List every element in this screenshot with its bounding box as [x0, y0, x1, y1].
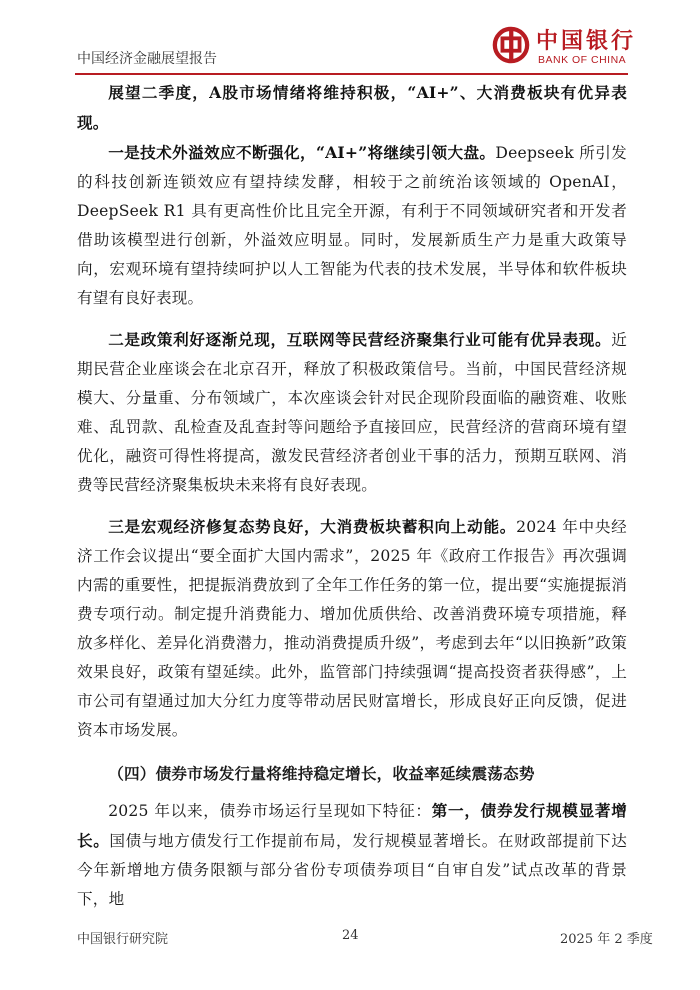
page-number: 24	[342, 928, 359, 943]
logo-chinese-name: 中国银行	[536, 28, 637, 54]
section-heading-bond: （四）债券市场发行量将维持稳定增长，收益率延续震荡态势	[108, 764, 535, 783]
ai-lead: 一是技术外溢效应不断强化，“AI+”将继续引领大盘。	[108, 143, 496, 162]
paragraph-policy	[77, 325, 627, 500]
bank-logo	[492, 22, 637, 72]
footer-institute: 中国银行研究院	[77, 932, 169, 947]
paragraph-bond	[77, 796, 627, 914]
outlook-lead: 展望二季度，A股市场情绪将维持积极，“AI+”、大消费板块有优异表现。	[77, 83, 627, 132]
bond-text: 国债与地方债发行工作提前布局，发行规模显著增长。在财政部提前下达今年新增地方债务限额与部分省份专项债券项目“自审自发”试点改革的背景下，地	[77, 832, 628, 908]
macro-lead: 三是宏观经济修复态势良好，大消费板块蓄积向上动能。	[108, 517, 517, 536]
paragraph-macro	[77, 512, 627, 745]
policy-text: 近期民营企业座谈会在北京召开，释放了积极政策信号。当前，中国民营经济规模大、分量重、分布领域广，本次座谈会针对民企现阶段面临的融资难、收账难、乱罚款、乱检查及乱查封等问题给予直接回应，民营经济的营商环境有望优化，融资可得性将提高，激发民营经济者创业干事的活力，预期互联网、消费等民营经济聚集板块未来将有良好表现。	[77, 331, 627, 494]
bond-lead: 第一，债券发行规模显著增长。	[77, 801, 628, 850]
bank-of-china-emblem-icon	[492, 26, 530, 64]
paragraph-ai	[77, 138, 627, 313]
header-divider	[75, 73, 628, 75]
macro-text: 2024 年中央经济工作会议提出“要全面扩大国内需求”，2025 年《政府工作报告》再次强调内需的重要性，把提振消费放到了全年工作任务的第一位，提出要“实施提振消费专项行动。制定提升消费能力、增加优质供给、改善消费环境专项措施，释放多样化、差异化消费潜力，推动消费提质升级”，考虑到去年“以旧换新”政策效果良好，政策有望延续。此外，监管部门持续强调“提高投资者获得感”，上市公司有望通过加大分红力度等带动居民财富增长，形成良好正向反馈，促进资本市场发展。	[77, 518, 627, 739]
footer-quarter: 2025 年 2 季度	[560, 932, 653, 947]
bond-intro: 2025 年以来，债券市场运行呈现如下特征：	[108, 802, 432, 820]
report-title: 中国经济金融展望报告	[77, 51, 217, 67]
paragraph-outlook	[77, 78, 627, 138]
logo-english-name: BANK OF CHINA	[538, 54, 627, 66]
page-body	[77, 78, 627, 914]
policy-lead: 二是政策利好逐渐兑现，互联网等民营经济聚集行业可能有优异表现。	[108, 330, 612, 349]
ai-text: Deepseek 所引发的科技创新连锁效应有望持续发酵，相较于之前统治该领域的 OpenAI，DeepSeek R1 具有更高性价比且完全开源，有利于不同领域研究者和开发者借助该模型进行创新，外溢效应明显。同时，发展新质生产力是重大政策导向，宏观环境有望持续呵护以人工智能为代表的技术发展，半导体和软件板块有望有良好表现。	[77, 144, 627, 307]
